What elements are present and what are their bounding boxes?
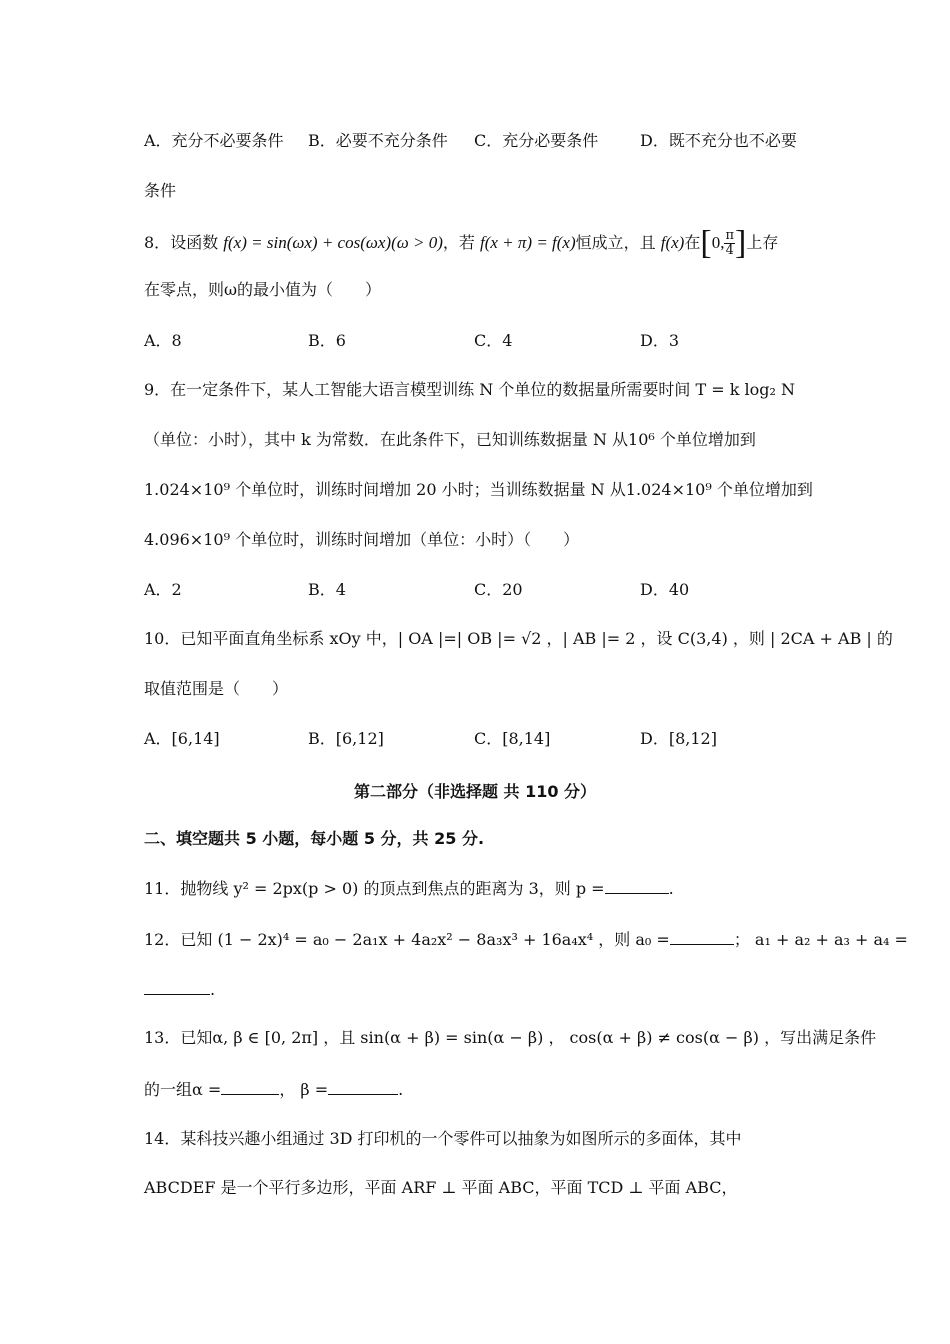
q9-line1: 9．在一定条件下，某人工智能大语言模型训练 N 个单位的数据量所需要时间 T = k log₂ N (144, 380, 795, 399)
q13-line2 (144, 1078, 403, 1100)
q8-left-bracket: [ (700, 224, 712, 262)
q8-right-bracket: ] (734, 224, 747, 262)
q8-option-d: D．3 (640, 331, 680, 350)
q8-frac-den: 4 (725, 243, 734, 258)
q12-line1 (144, 928, 908, 950)
q8-text-a: 设函数 (170, 233, 219, 252)
q14-line1: 14．某科技兴趣小组通过 3D 打印机的一个零件可以抽象为如图所示的多面体，其中 (144, 1129, 742, 1148)
q11-line (144, 877, 674, 899)
q9-option-d: D．40 (640, 580, 690, 599)
q7-option-b: B．必要不充分条件 (308, 131, 448, 150)
q9-line4: 4.096×10⁹ 个单位时，训练时间增加（单位：小时）（ ） (144, 530, 580, 549)
q12-end: . (210, 980, 216, 999)
q8-formula-function: f(x) = sin(ωx) + cos(ωx)(ω > 0) (223, 233, 443, 252)
q13-end: . (398, 1080, 404, 1099)
q8-fraction (724, 229, 735, 258)
q12-line2 (144, 978, 215, 1000)
q8-line1 (144, 224, 779, 262)
q8-text-d: 在 (684, 233, 701, 252)
q7-option-a: A．充分不必要条件 (144, 131, 284, 150)
q8-option-a: A．8 (144, 331, 182, 350)
q13-line1: 13．已知α, β ∈ [0, 2π] ，且 sin(α + β) = sin(α − β) ， cos(α + β) ≠ cos(α − β) ，写出满足条件 (144, 1028, 877, 1047)
q7-continuation: 条件 (144, 181, 177, 200)
q8-text-b: ，若 (442, 233, 475, 252)
q9-option-b: B．4 (308, 580, 346, 599)
q10-option-b: B．[6,12] (308, 729, 384, 748)
q8-number: 8． (144, 233, 171, 252)
q13-answer-blank-beta[interactable] (328, 1078, 398, 1095)
part2-section-heading: 二、填空题共 5 小题，每小题 5 分，共 25 分. (144, 829, 485, 848)
q9-line2: （单位：小时），其中 k 为常数．在此条件下，已知训练数据量 N 从10⁶ 个单位增加到 (144, 430, 756, 449)
q13-line2a: 的一组α = (144, 1080, 222, 1099)
q8-option-c: C．4 (474, 331, 513, 350)
q9-option-c: C．20 (474, 580, 523, 599)
q11-end: . (668, 879, 674, 898)
q8-option-b: B．6 (308, 331, 346, 350)
part2-title: 第二部分（非选择题 共 110 分） (353, 782, 597, 801)
q13-answer-blank-alpha[interactable] (221, 1078, 279, 1095)
q10-option-d: D．[8,12] (640, 729, 717, 748)
q10-option-a: A．[6,14] (144, 729, 220, 748)
q14-line2: ABCDEF 是一个平行多边形，平面 ARF ⊥ 平面 ABC，平面 TCD ⊥ 平面 ABC， (144, 1178, 738, 1197)
q11-text: 11．抛物线 y² = 2px(p > 0) 的顶点到焦点的距离为 3，则 p = (144, 879, 605, 898)
q10-line1: 10．已知平面直角坐标系 xOy 中，| OA |=| OB |= √2 ，| AB |= 2 ，设 C(3,4) ，则 | 2CA + AB | 的 (144, 629, 893, 648)
q8-text-e: 上存 (746, 233, 779, 252)
q10-option-c: C．[8,14] (474, 729, 551, 748)
q12-answer-blank-sum[interactable] (144, 978, 210, 995)
q7-option-d: D．既不充分也不必要 (640, 131, 797, 150)
q8-line2: 在零点，则ω的最小值为（ ） (144, 280, 382, 299)
q11-answer-blank[interactable] (605, 877, 669, 894)
q7-option-c: C．充分必要条件 (474, 131, 599, 150)
q8-formula-fx: f(x) (660, 233, 685, 252)
q8-formula-period: f(x + π) = f(x) (479, 233, 576, 252)
q9-line3: 1.024×10⁹ 个单位时，训练时间增加 20 小时；当训练数据量 N 从1.024×10⁹ 个单位增加到 (144, 480, 813, 499)
q8-interval-left: 0, (711, 233, 725, 252)
q12-text: 12．已知 (1 − 2x)⁴ = a₀ − 2a₁x + 4a₂x² − 8a₃x³ + 16a₄x⁴ ，则 a₀ = (144, 930, 670, 949)
q8-text-c: 恒成立，且 (575, 233, 656, 252)
q9-option-a: A．2 (144, 580, 182, 599)
q13-line2b: ， β = (279, 1080, 329, 1099)
q12-mid: ； a₁ + a₂ + a₃ + a₄ = (733, 930, 908, 949)
q8-frac-num: π (725, 228, 734, 243)
q12-answer-blank-a0[interactable] (670, 928, 734, 945)
q10-line2: 取值范围是（ ） (144, 679, 289, 698)
